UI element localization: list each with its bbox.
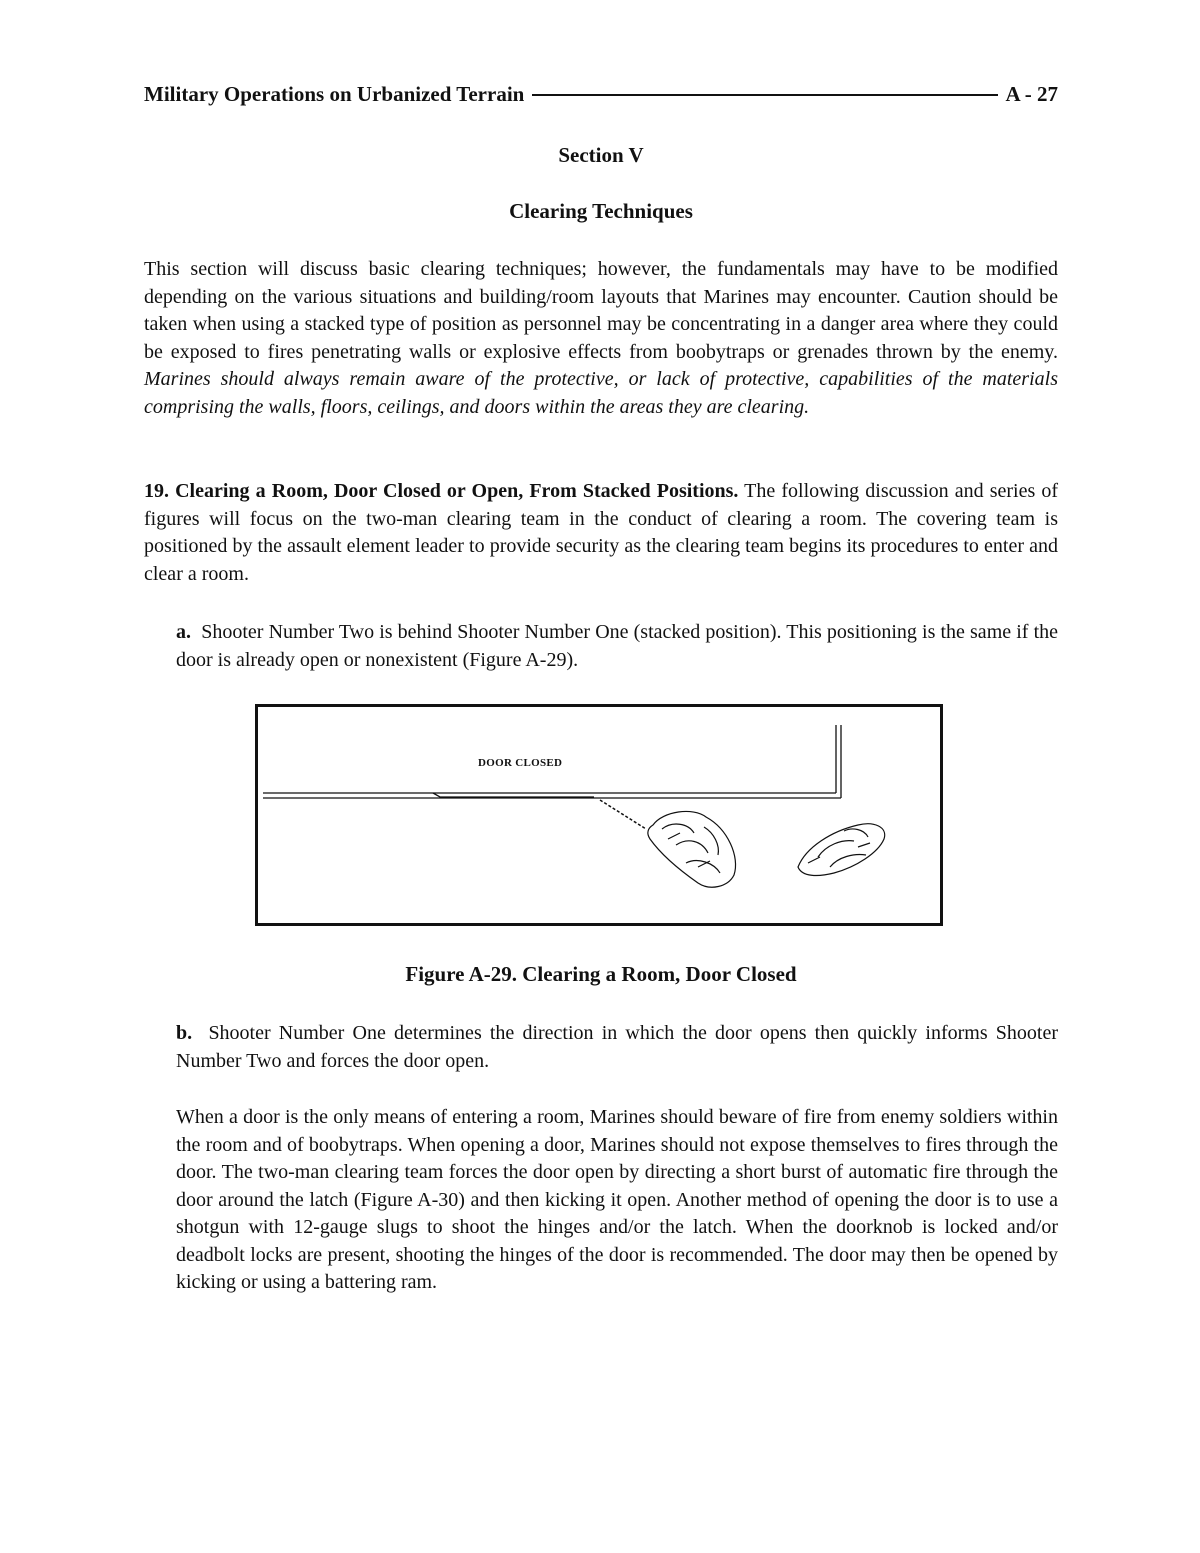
rifle-line (600, 800, 646, 829)
item-a (176, 619, 1058, 674)
section-title: Clearing Techniques (509, 199, 693, 223)
door-closed-label: DOOR CLOSED (478, 757, 563, 769)
item-a-label: a. (176, 621, 191, 643)
shooter-two-figure (798, 824, 885, 876)
item-b-label: b. (176, 1022, 193, 1044)
section-number: Section V (558, 143, 644, 167)
item-b-text: Shooter Number One determines the direction in which the door opens then quickly informs Shooter Number Two and forces the door open. (176, 1022, 1058, 1072)
shooter-one-figure (648, 811, 736, 887)
page-number: A - 27 (1005, 81, 1058, 106)
figure-a29 (255, 704, 943, 926)
header-title: Military Operations on Urbanized Terrain (144, 81, 525, 106)
paragraph-19 (144, 478, 1058, 588)
page-header (144, 80, 1058, 108)
door-closed-diagram (258, 707, 940, 923)
paragraph-19-text: The following discussion and series of figures will focus on the two-man clearing team in the conduct of clearing a room. The covering team is positioned by the assault element leader to provide security as the clearing team begins its procedures to enter and clear a room. (144, 480, 1058, 585)
item-b (176, 1020, 1058, 1075)
intro-paragraph (144, 256, 1058, 421)
header-rule (532, 94, 997, 96)
intro-text: This section will discuss basic clearing techniques; however, the fundamentals may have to be modified depending on the various situations and building/room layouts that Marines may encounter. Caution should be taken when using a stacked type of position as personnel may be concentrating in a danger area where they could be exposed to fires penetrating walls or explosive effects from boobytraps or grenades thrown by the enemy. (144, 258, 1058, 363)
intro-italic-text: Marines should always remain aware of the protective, or lack of protective, capabilities of the materials comprising the walls, floors, ceilings, and doors within the areas they are clearing. (144, 368, 1058, 418)
item-a-text: Shooter Number Two is behind Shooter Number One (stacked position). This positioning is the same if the door is already open or nonexistent (Figure A-29). (176, 621, 1058, 671)
paragraph-19-heading: 19. Clearing a Room, Door Closed or Open, From Stacked Positions. (144, 480, 739, 502)
figure-caption: Figure A-29. Clearing a Room, Door Closed (405, 962, 797, 986)
door-paragraph-text: When a door is the only means of entering a room, Marines should beware of fire from enemy soldiers within the room and of boobytraps. When opening a door, Marines should not expose themselves to fires through the door. The two-man clearing team forces the door open by directing a short burst of automatic fire through the door around the latch (Figure A-30) and then kicking it open. Another method of opening the door is to use a shotgun with 12-gauge slugs to shoot the hinges and/or the latch. When the doorknob is locked and/or deadbolt locks are present, shooting the hinges of the door is recommended. The door may then be opened by kicking or using a battering ram. (176, 1106, 1058, 1293)
door-paragraph (176, 1104, 1058, 1297)
